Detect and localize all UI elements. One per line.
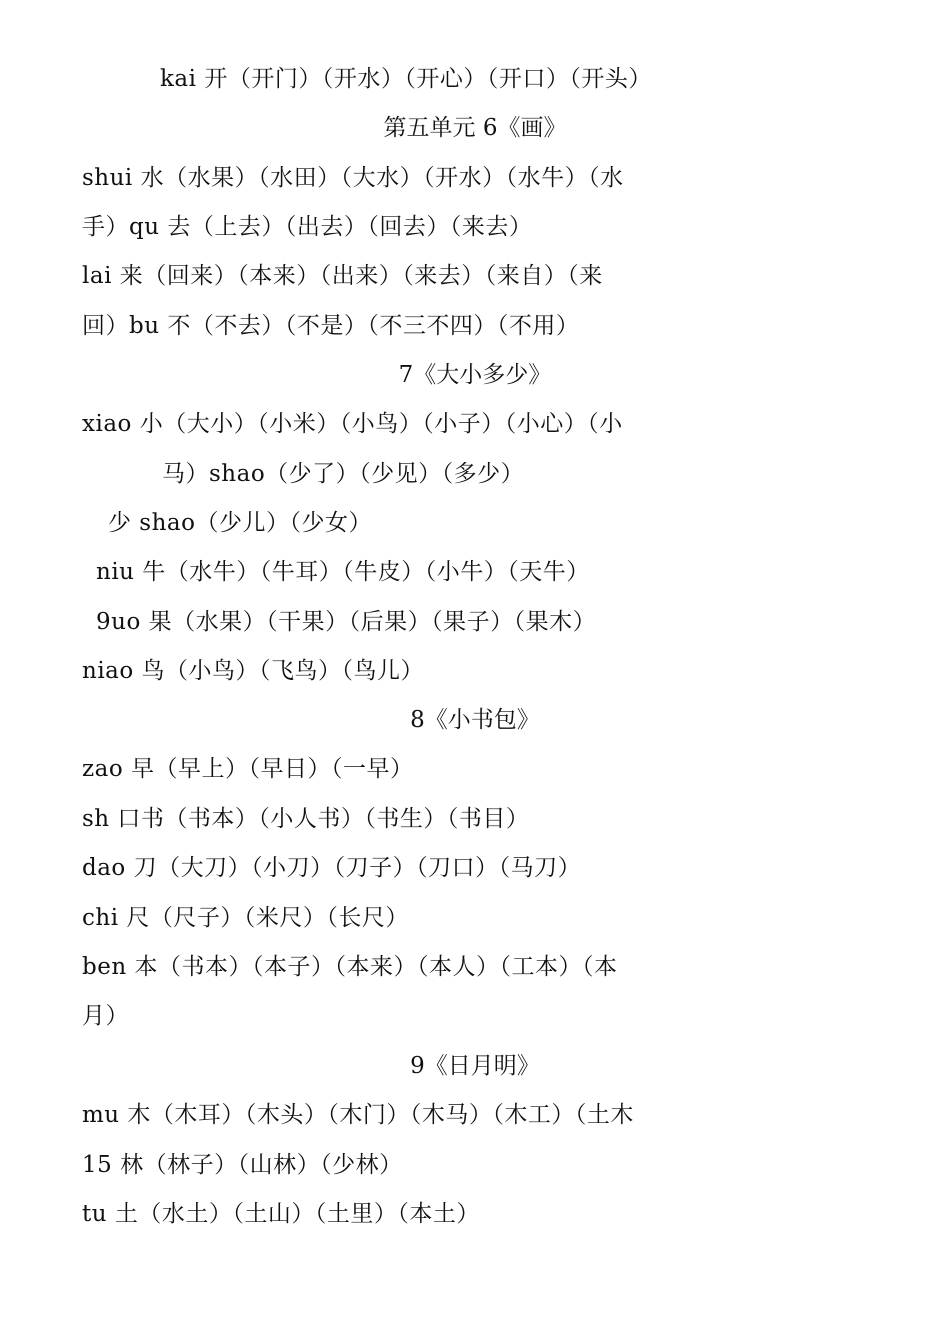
- vocab-line-niu: niu 牛（水牛）（牛耳）（牛皮）（小牛）（天牛）: [96, 559, 590, 585]
- vocab-line-ben: ben 本（书本）（本子）（本来）（本人）（工本）（本: [82, 954, 618, 980]
- vocab-line-shao: 马）shao（少了）（少见）（多少）: [162, 461, 525, 487]
- vocab-line-shui: shui 水（水果）（水田）（大水）（开水）（水牛）（水: [82, 165, 624, 191]
- vocab-line-xiao: xiao 小（大小）（小米）（小鸟）（小子）（小心）（小: [82, 411, 623, 437]
- vocab-line-lai: lai 来（回来）（本来）（出来）（来去）（来自）（来: [82, 263, 603, 289]
- vocab-line-shu: sh 口书（书本）（小人书）（书生）（书目）: [82, 806, 530, 832]
- vocab-line-tu: tu 土（水土）（土山）（土里）（本土）: [82, 1201, 480, 1227]
- section-heading-daxiaoduoshao: 7《大小多少》: [398, 362, 552, 388]
- vocab-line-shao-2: 少 shao（少儿）（少女）: [108, 510, 372, 536]
- vocab-line-qu: 手）qu 去（上去）（出去）（回去）（来去）: [82, 214, 533, 240]
- section-heading-riyueming: 9《日月明》: [410, 1053, 540, 1079]
- vocab-line-zao: zao 早（早上）（早日）（一早）: [82, 756, 414, 782]
- vocab-line-kai: kai 开（开门）（开水）（开心）（开口）（开头）: [160, 66, 652, 92]
- vocab-line-niao: niao 鸟（小鸟）（飞鸟）（鸟儿）: [82, 658, 425, 684]
- vocab-line-bu: 回）bu 不（不去）（不是）（不三不四）（不用）: [82, 313, 580, 339]
- vocab-line-ben-2: 月）: [82, 1003, 129, 1029]
- section-heading-xiaoshubao: 8《小书包》: [410, 707, 540, 733]
- section-heading-hua: 第五单元 6《画》: [383, 115, 567, 141]
- vocab-line-guo: 9uo 果（水果）（干果）（后果）（果子）（果木）: [96, 609, 597, 635]
- vocab-line-chi: chi 尺（尺子）（米尺）（长尺）: [82, 905, 409, 931]
- vocab-line-dao: dao 刀（大刀）（小刀）（刀子）（刀口）（马刀）: [82, 855, 582, 881]
- vocab-line-mu: mu 木（木耳）（木头）（木门）（木马）（木工）（土木: [82, 1102, 634, 1128]
- vocab-line-lin: 15 林（林子）（山林）（少林）: [82, 1152, 403, 1178]
